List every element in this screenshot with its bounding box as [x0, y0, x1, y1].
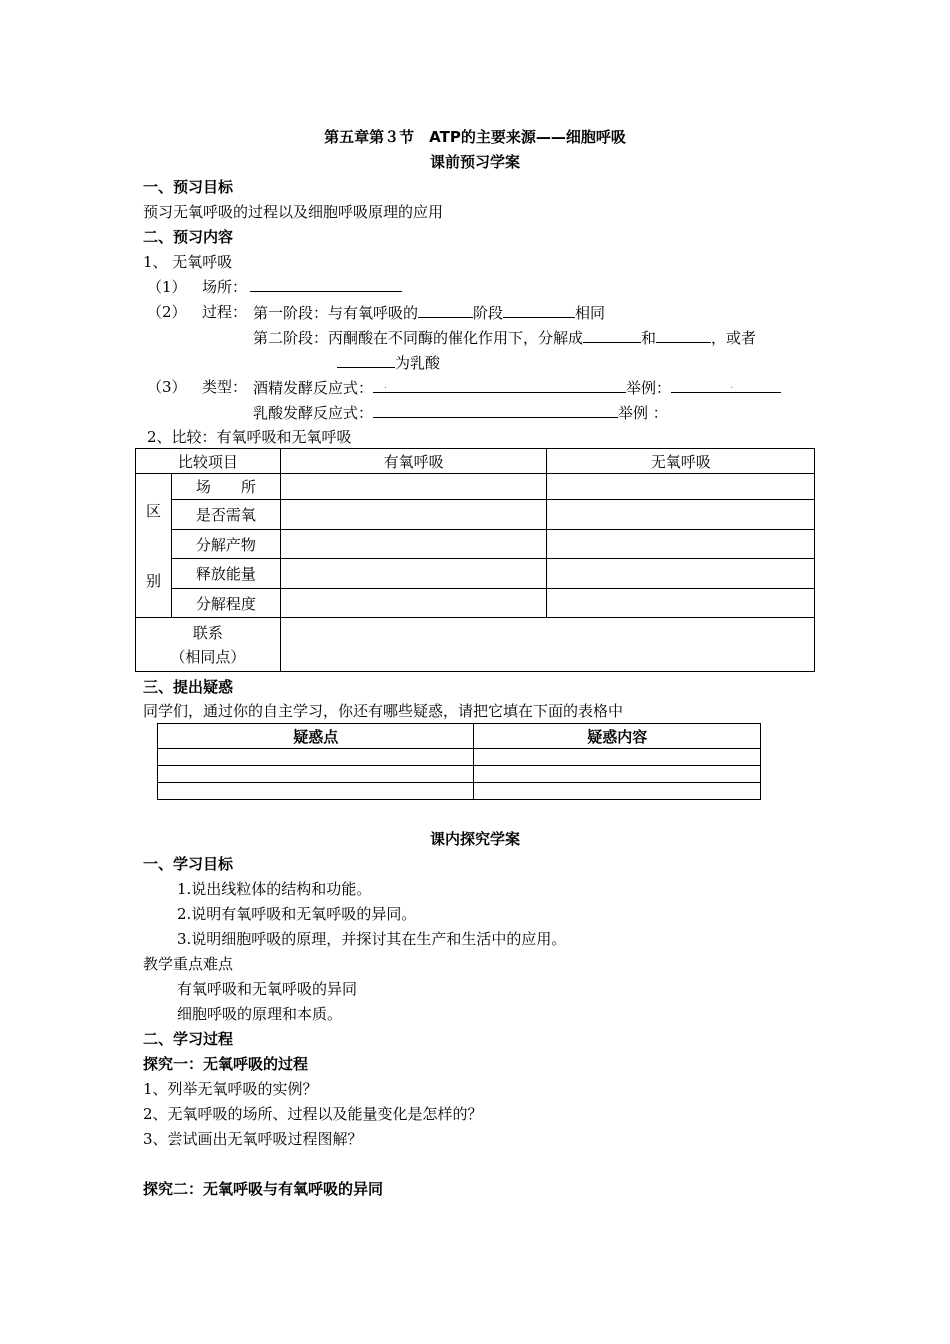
stage-1-blank-b[interactable]: [503, 302, 575, 318]
cell-anaerobic-degree[interactable]: [547, 589, 815, 618]
goal-item: 1.说出线粒体的结构和功能。: [177, 880, 372, 898]
point-1-number: （1）: [147, 278, 187, 296]
page-title: 第五章第３节 ATP的主要来源——细胞呼吸: [324, 128, 626, 146]
header-doubt-point: 疑惑点: [158, 724, 474, 749]
goal-item: 2.说明有氧呼吸和无氧呼吸的异同。: [177, 905, 417, 923]
item-compare: 2、比较：有氧呼吸和无氧呼吸: [147, 428, 352, 446]
section-heading-goals: 一、学习目标: [143, 855, 234, 873]
goal-item: 3.说明细胞呼吸的原理，并探讨其在生产和生活中的应用。: [177, 930, 567, 948]
doubt-content-cell[interactable]: [474, 749, 761, 766]
cell-aerobic-oxygen[interactable]: [280, 500, 547, 530]
row-label-products: 分解产物: [171, 530, 280, 559]
cell-aerobic-products[interactable]: [280, 530, 547, 559]
section-heading-preview-content: 二、预习内容: [143, 228, 234, 246]
difference-char-1: 区: [145, 501, 161, 520]
cell-anaerobic-place[interactable]: [547, 474, 815, 500]
stage-1-line: [253, 302, 605, 323]
header-doubt-content: 疑惑内容: [474, 724, 761, 749]
alcohol-example-label: 举例：: [626, 379, 672, 397]
place-label: 场所：: [202, 278, 248, 296]
stage-2-text-b: 和: [641, 329, 657, 347]
point-3-number: （3）: [147, 378, 187, 396]
row-label-oxygen: 是否需氧: [171, 500, 280, 530]
stage-2-text-c: ，或者: [711, 329, 757, 347]
stage-2-blank-b[interactable]: [656, 327, 711, 343]
doubt-point-cell[interactable]: [158, 766, 474, 783]
cell-aerobic-place[interactable]: [280, 474, 547, 500]
doubts-text: 同学们，通过你的自主学习，你还有哪些疑惑，请把它填在下面的表格中: [143, 702, 624, 720]
lactic-equation-blank[interactable]: [373, 402, 618, 418]
doubt-content-cell[interactable]: [474, 766, 761, 783]
row-label-energy: 释放能量: [171, 559, 280, 589]
header-anaerobic: 无氧呼吸: [547, 449, 815, 474]
question-item: 2、无氧呼吸的场所、过程以及能量变化是怎样的？: [143, 1105, 483, 1123]
doubt-point-cell[interactable]: [158, 749, 474, 766]
cell-anaerobic-oxygen[interactable]: [547, 500, 815, 530]
doubts-table: [157, 723, 761, 800]
stage-2-text-a: 第二阶段：丙酮酸在不同酶的催化作用下，分解成: [253, 329, 584, 347]
cell-aerobic-energy[interactable]: [280, 559, 547, 589]
mark-dot: .: [730, 380, 734, 391]
process-label: 过程：: [202, 303, 248, 321]
mark-dot: .: [384, 380, 388, 391]
alcohol-line: [253, 377, 781, 398]
key-point-item: 有氧呼吸和无氧呼吸的异同: [177, 980, 358, 998]
lactic-label: 乳酸发酵反应式：: [253, 404, 374, 422]
item-anaerobic: 1、 无氧呼吸: [143, 253, 233, 271]
header-aerobic: 有氧呼吸: [280, 449, 547, 474]
lactic-line: [253, 402, 668, 423]
page-subtitle: 课前预习学案: [429, 153, 520, 171]
link-sublabel: （相同点）: [170, 647, 246, 666]
explore-1-heading: 探究一：无氧呼吸的过程: [143, 1055, 309, 1073]
link-label: 联系: [192, 623, 223, 642]
alcohol-equation-blank[interactable]: [373, 377, 626, 393]
type-label: 类型：: [202, 378, 248, 396]
stage-1-text-c: 相同: [575, 304, 606, 322]
stage-2-line-2: [337, 352, 440, 373]
alcohol-example-blank[interactable]: [671, 377, 781, 393]
place-blank[interactable]: [250, 276, 402, 292]
cell-aerobic-degree[interactable]: [280, 589, 547, 618]
stage-1-text-a: 第一阶段：与有氧呼吸的: [253, 304, 419, 322]
explore-2-heading: 探究二：无氧呼吸与有氧呼吸的异同: [143, 1180, 384, 1198]
point-2-number: （2）: [147, 303, 187, 321]
doubt-content-cell[interactable]: [474, 783, 761, 800]
section-heading-preview-goal: 一、预习目标: [143, 178, 234, 196]
question-item: 3、尝试画出无氧呼吸过程图解？: [143, 1130, 363, 1148]
stage-1-text-b: 阶段: [473, 304, 504, 322]
alcohol-label: 酒精发酵反应式：: [253, 379, 374, 397]
header-compare-item: 比较项目: [136, 449, 281, 474]
section-heading-process: 二、学习过程: [143, 1030, 234, 1048]
stage-1-blank-a[interactable]: [418, 302, 473, 318]
difference-group-cell: [136, 474, 172, 618]
preview-goal-text: 预习无氧呼吸的过程以及细胞呼吸原理的应用: [143, 203, 444, 221]
lactic-example-label: 举例 ：: [618, 404, 668, 422]
row-label-link: [136, 618, 281, 672]
section-heading-doubts: 三、提出疑惑: [143, 678, 234, 696]
stage-2-blank-a[interactable]: [583, 327, 641, 343]
cell-link[interactable]: [280, 618, 814, 672]
row-label-degree: 分解程度: [171, 589, 280, 618]
stage-2-text-d: 为乳酸: [395, 354, 441, 372]
stage-2-blank-c[interactable]: [337, 352, 395, 368]
compare-table: [135, 448, 815, 672]
question-item: 1、列举无氧呼吸的实例？: [143, 1080, 318, 1098]
stage-2-line: [253, 327, 756, 348]
key-points-label: 教学重点难点: [143, 955, 234, 973]
key-point-item: 细胞呼吸的原理和本质。: [177, 1005, 343, 1023]
cell-anaerobic-products[interactable]: [547, 530, 815, 559]
difference-char-2: 别: [145, 571, 161, 590]
inclass-title: 课内探究学案: [429, 830, 520, 848]
row-label-place: 场 所: [171, 474, 280, 500]
cell-anaerobic-energy[interactable]: [547, 559, 815, 589]
doubt-point-cell[interactable]: [158, 783, 474, 800]
